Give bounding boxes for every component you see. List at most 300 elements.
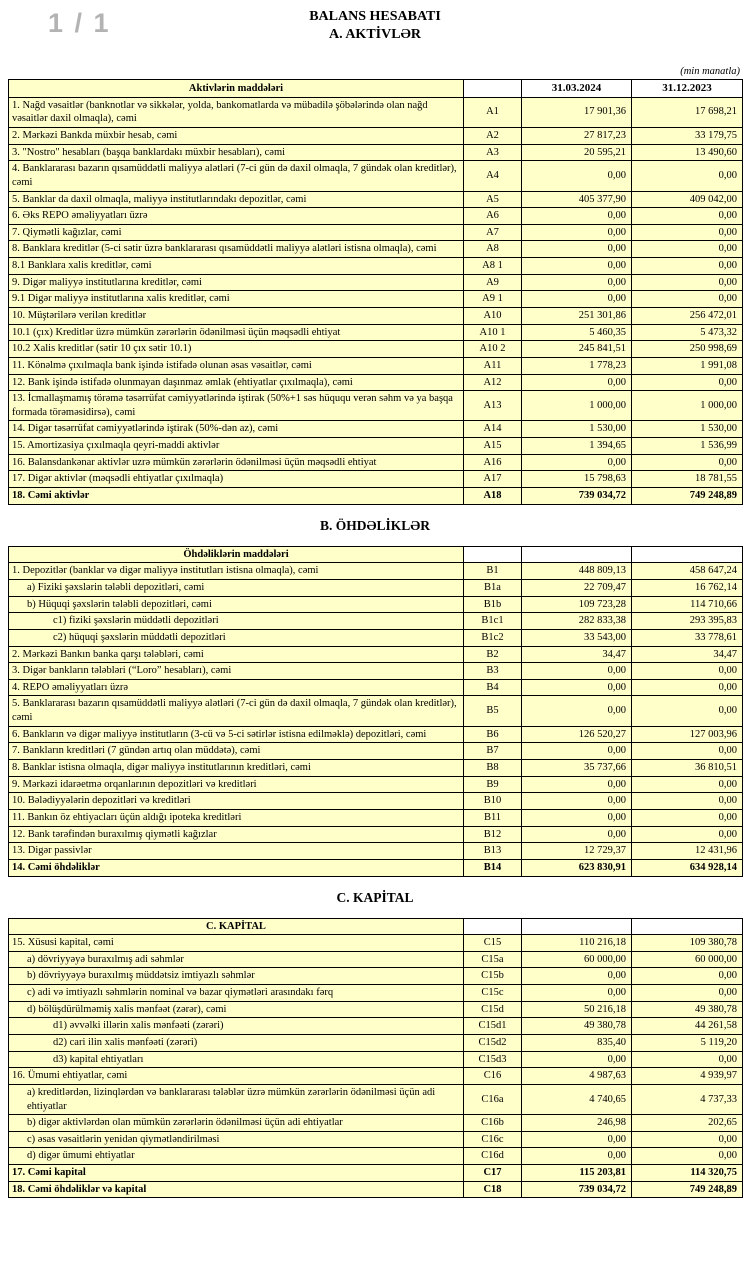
value-31-03-2024: 739 034,72 (522, 1181, 632, 1198)
row-label: 9.1 Digər maliyyə institutlarına xalis kreditlər, cəmi (9, 291, 464, 308)
value-31-03-2024: 405 377,90 (522, 191, 632, 208)
value-31-03-2024: 0,00 (522, 258, 632, 275)
row-label: 5. Banklar da daxil olmaqla, maliyyə institutlarındakı depozitlər, cəmi (9, 191, 464, 208)
liabilities-table-body (9, 563, 743, 876)
value-31-03-2024: 15 798,63 (522, 471, 632, 488)
page-indicator: 1 / 1 (48, 8, 111, 38)
row-label: 12. Bank işində istifadə olunmayan daşınmaz əmlak (ehtiyatlar çıxılmaqla), cəmi (9, 374, 464, 391)
value-31-12-2023: 1 536,99 (632, 438, 743, 455)
value-31-03-2024: 0,00 (522, 663, 632, 680)
value-31-12-2023: 0,00 (632, 663, 743, 680)
value-31-12-2023: 0,00 (632, 274, 743, 291)
assets-table-body (9, 97, 743, 504)
table-row (9, 1131, 743, 1148)
value-31-03-2024: 17 901,36 (522, 97, 632, 127)
value-31-12-2023: 0,00 (632, 454, 743, 471)
row-label: 17. Digər aktivlər (məqsədli ehtiyatlar çıxılmaqla) (9, 471, 464, 488)
table-row (9, 776, 743, 793)
row-label: d1) əvvəlki illərin xalis mənfəəti (zərəri) (9, 1018, 464, 1035)
table-row (9, 1148, 743, 1165)
table-row (9, 438, 743, 455)
table-row (9, 421, 743, 438)
table-row (9, 391, 743, 421)
table-row (9, 760, 743, 777)
value-31-12-2023: 0,00 (632, 793, 743, 810)
table-row (9, 374, 743, 391)
value-31-03-2024: 20 595,21 (522, 144, 632, 161)
value-31-12-2023: 4 737,33 (632, 1084, 743, 1114)
table-row (9, 843, 743, 860)
value-31-03-2024: 0,00 (522, 793, 632, 810)
row-code: B7 (464, 743, 522, 760)
value-31-03-2024: 50 216,18 (522, 1001, 632, 1018)
value-31-12-2023: 5 473,32 (632, 324, 743, 341)
row-label: a) kreditlərdən, lizinqlərdən və banklararası tələblər üzrə mümkün zərərlərin ödənilməsi üçün adi ehtiyatlar (9, 1084, 464, 1114)
row-code: C16b (464, 1115, 522, 1132)
table-row (9, 985, 743, 1002)
table-row (9, 1115, 743, 1132)
value-31-03-2024: 0,00 (522, 696, 632, 726)
capital-col-2024-header (522, 918, 632, 935)
row-label: 15. Xüsusi kapital, cəmi (9, 935, 464, 952)
value-31-12-2023: 17 698,21 (632, 97, 743, 127)
row-label: d2) cari ilin xalis mənfəəti (zərəri) (9, 1034, 464, 1051)
value-31-03-2024: 0,00 (522, 776, 632, 793)
row-code: A3 (464, 144, 522, 161)
value-31-03-2024: 0,00 (522, 1051, 632, 1068)
table-row (9, 726, 743, 743)
table-row (9, 809, 743, 826)
value-31-03-2024: 246,98 (522, 1115, 632, 1132)
table-row (9, 357, 743, 374)
table-row (9, 935, 743, 952)
value-31-03-2024: 0,00 (522, 826, 632, 843)
table-row (9, 743, 743, 760)
row-label: c1) fiziki şəxslərin müddətli depozitləri (9, 613, 464, 630)
value-31-12-2023: 34,47 (632, 646, 743, 663)
total-row (9, 859, 743, 876)
value-31-12-2023: 18 781,55 (632, 471, 743, 488)
value-31-03-2024: 35 737,66 (522, 760, 632, 777)
value-31-12-2023: 256 472,01 (632, 308, 743, 325)
value-31-12-2023: 202,65 (632, 1115, 743, 1132)
row-label: d) bölüşdürülməmiş xalis mənfəət (zərər), cəmi (9, 1001, 464, 1018)
value-31-12-2023: 293 395,83 (632, 613, 743, 630)
row-code: C15 (464, 935, 522, 952)
table-row (9, 1034, 743, 1051)
assets-code-header (464, 80, 522, 97)
row-code: B14 (464, 859, 522, 876)
table-row (9, 258, 743, 275)
value-31-12-2023: 12 431,96 (632, 843, 743, 860)
value-31-03-2024: 623 830,91 (522, 859, 632, 876)
row-code: A1 (464, 97, 522, 127)
value-31-03-2024: 1 000,00 (522, 391, 632, 421)
row-code: B3 (464, 663, 522, 680)
value-31-03-2024: 0,00 (522, 985, 632, 1002)
row-label: 16. Balansdankənar aktivlər uzrə mümkün zərərlərin ödənilməsi üçün məqsədli ehtiyat (9, 454, 464, 471)
row-label: 11. Bankın öz ehtiyacları üçün aldığı ipoteka kreditləri (9, 809, 464, 826)
row-label: 17. Cəmi kapital (9, 1165, 464, 1182)
table-row (9, 596, 743, 613)
row-code: A12 (464, 374, 522, 391)
row-code: C16c (464, 1131, 522, 1148)
row-label: 12. Bank tərəfindən buraxılmış qiymətli kağızlar (9, 826, 464, 843)
row-label: 2. Mərkəzi Bankın banka qarşı tələbləri, cəmi (9, 646, 464, 663)
row-code: C15a (464, 951, 522, 968)
row-label: 13. Digər passivlər (9, 843, 464, 860)
value-31-12-2023: 409 042,00 (632, 191, 743, 208)
row-code: B12 (464, 826, 522, 843)
row-code: B1a (464, 579, 522, 596)
table-row (9, 308, 743, 325)
value-31-12-2023: 0,00 (632, 968, 743, 985)
table-row (9, 274, 743, 291)
value-31-03-2024: 0,00 (522, 679, 632, 696)
row-label: 3. "Nostro" hesabları (başqa banklardakı müxbir hesabları), cəmi (9, 144, 464, 161)
row-label: b) dövriyyəyə buraxılmış müddətsiz imtiyazlı səhmlər (9, 968, 464, 985)
value-31-03-2024: 110 216,18 (522, 935, 632, 952)
value-31-03-2024: 0,00 (522, 1131, 632, 1148)
value-31-03-2024: 0,00 (522, 454, 632, 471)
row-label: a) dövriyyəyə buraxılmış adi səhmlər (9, 951, 464, 968)
table-row (9, 224, 743, 241)
value-31-12-2023: 0,00 (632, 1148, 743, 1165)
row-code: B9 (464, 776, 522, 793)
value-31-03-2024: 33 543,00 (522, 629, 632, 646)
value-31-03-2024: 1 778,23 (522, 357, 632, 374)
table-row (9, 241, 743, 258)
row-code: C17 (464, 1165, 522, 1182)
row-code: A11 (464, 357, 522, 374)
value-31-12-2023: 33 778,61 (632, 629, 743, 646)
row-label: 7. Qiymətli kağızlar, cəmi (9, 224, 464, 241)
value-31-03-2024: 0,00 (522, 224, 632, 241)
value-31-12-2023: 0,00 (632, 208, 743, 225)
value-31-03-2024: 27 817,23 (522, 127, 632, 144)
row-label: 7. Bankların kreditləri (7 gündən artıq olan müddətə), cəmi (9, 743, 464, 760)
row-code: A6 (464, 208, 522, 225)
row-code: A15 (464, 438, 522, 455)
value-31-03-2024: 0,00 (522, 1148, 632, 1165)
table-row (9, 127, 743, 144)
table-row (9, 679, 743, 696)
table-row (9, 793, 743, 810)
assets-table (8, 79, 743, 504)
row-code: B11 (464, 809, 522, 826)
value-31-03-2024: 448 809,13 (522, 563, 632, 580)
value-31-03-2024: 1 394,65 (522, 438, 632, 455)
table-row (9, 613, 743, 630)
row-label: 6. Əks REPO əməliyyatları üzrə (9, 208, 464, 225)
value-31-12-2023: 634 928,14 (632, 859, 743, 876)
row-label: 10. Müştərilərə verilən kreditlər (9, 308, 464, 325)
value-31-03-2024: 0,00 (522, 208, 632, 225)
table-row (9, 646, 743, 663)
row-code: C15c (464, 985, 522, 1002)
value-31-12-2023: 13 490,60 (632, 144, 743, 161)
row-code: C15d2 (464, 1034, 522, 1051)
total-row (9, 1165, 743, 1182)
total-row (9, 488, 743, 505)
value-31-03-2024: 34,47 (522, 646, 632, 663)
row-label: 5. Banklararası bazarın qısamüddətli maliyyə alətləri (7-ci gün də daxil olmaqla, 7 gündək olan kreditlər), cəmi (9, 696, 464, 726)
row-code: A10 1 (464, 324, 522, 341)
capital-col-2023-header (632, 918, 743, 935)
assets-table-wrap (8, 79, 742, 504)
row-label: 4. Banklararası bazarın qısamüddətli maliyyə alətləri (7-ci gün də daxil olmaqla, 7 gündək olan kreditlər), cəmi (9, 161, 464, 191)
row-label: 10. Bələdiyyələrin depozitləri və kreditləri (9, 793, 464, 810)
row-label: c) əsas vəsaitlərin yenidən qiymətləndirilməsi (9, 1131, 464, 1148)
row-label: 15. Amortizasiya çıxılmaqla qeyri-maddi aktivlər (9, 438, 464, 455)
row-code: C15d1 (464, 1018, 522, 1035)
row-label: b) Hüquqi şəxslərin tələbli depozitləri, cəmi (9, 596, 464, 613)
row-code: C15b (464, 968, 522, 985)
value-31-03-2024: 0,00 (522, 161, 632, 191)
table-row (9, 471, 743, 488)
value-31-12-2023: 0,00 (632, 743, 743, 760)
table-row (9, 696, 743, 726)
row-label: c2) hüquqi şəxslərin müddətli depozitləri (9, 629, 464, 646)
report-title: BALANS HESABATI (309, 9, 441, 24)
table-row (9, 144, 743, 161)
table-row (9, 324, 743, 341)
table-row (9, 1001, 743, 1018)
value-31-03-2024: 0,00 (522, 809, 632, 826)
value-31-12-2023: 250 998,69 (632, 341, 743, 358)
table-row (9, 951, 743, 968)
row-code: A8 (464, 241, 522, 258)
liabilities-col-2024-header (522, 546, 632, 563)
unit-note: (min manatla) (680, 66, 740, 78)
value-31-12-2023: 1 991,08 (632, 357, 743, 374)
row-code: A5 (464, 191, 522, 208)
value-31-03-2024: 0,00 (522, 968, 632, 985)
row-code: A9 1 (464, 291, 522, 308)
capital-table-body (9, 935, 743, 1198)
value-31-12-2023: 0,00 (632, 374, 743, 391)
row-label: 18. Cəmi öhdəliklər və kapital (9, 1181, 464, 1198)
row-label: c) adi və imtiyazlı səhmlərin nominal və bazar qiymətləri arasındakı fərq (9, 985, 464, 1002)
row-code: A10 2 (464, 341, 522, 358)
row-code: C16 (464, 1068, 522, 1085)
value-31-12-2023: 114 320,75 (632, 1165, 743, 1182)
value-31-12-2023: 60 000,00 (632, 951, 743, 968)
row-label: 8. Banklar istisna olmaqla, digər maliyyə institutlarının kreditləri, cəmi (9, 760, 464, 777)
value-31-03-2024: 109 723,28 (522, 596, 632, 613)
row-label: 9. Digər maliyyə institutlarına kreditlər, cəmi (9, 274, 464, 291)
value-31-12-2023: 749 248,89 (632, 1181, 743, 1198)
value-31-12-2023: 4 939,97 (632, 1068, 743, 1085)
value-31-12-2023: 0,00 (632, 809, 743, 826)
value-31-03-2024: 4 740,65 (522, 1084, 632, 1114)
assets-items-header: Aktivlərin maddələri (9, 80, 464, 97)
row-code: A2 (464, 127, 522, 144)
row-code: B10 (464, 793, 522, 810)
table-row (9, 1018, 743, 1035)
value-31-03-2024: 126 520,27 (522, 726, 632, 743)
liabilities-code-header (464, 546, 522, 563)
value-31-12-2023: 36 810,51 (632, 760, 743, 777)
row-label: 14. Cəmi öhdəliklər (9, 859, 464, 876)
row-label: 18. Cəmi aktivlər (9, 488, 464, 505)
section-c-title: C. KAPİTAL (336, 889, 414, 905)
row-code: B5 (464, 696, 522, 726)
value-31-03-2024: 12 729,37 (522, 843, 632, 860)
liabilities-header-row (9, 546, 743, 563)
row-label: 9. Mərkəzi idarəetmə orqanlarının depozitləri və kreditləri (9, 776, 464, 793)
row-code: A7 (464, 224, 522, 241)
value-31-03-2024: 0,00 (522, 291, 632, 308)
row-label: a) Fiziki şəxslərin tələbli depozitləri, cəmi (9, 579, 464, 596)
total-row (9, 1181, 743, 1198)
value-31-03-2024: 282 833,38 (522, 613, 632, 630)
row-label: b) digər aktivlərdən olan mümkün zərərlərin ödənilməsi üçün adi ehtiyatlar (9, 1115, 464, 1132)
row-code: B1c2 (464, 629, 522, 646)
row-code: B1c1 (464, 613, 522, 630)
value-31-03-2024: 60 000,00 (522, 951, 632, 968)
value-31-03-2024: 0,00 (522, 374, 632, 391)
value-31-03-2024: 245 841,51 (522, 341, 632, 358)
capital-table-wrap (8, 918, 742, 1199)
row-code: C15d3 (464, 1051, 522, 1068)
row-code: B1 (464, 563, 522, 580)
value-31-03-2024: 5 460,35 (522, 324, 632, 341)
table-row (9, 663, 743, 680)
value-31-12-2023: 49 380,78 (632, 1001, 743, 1018)
row-code: A4 (464, 161, 522, 191)
value-31-12-2023: 16 762,14 (632, 579, 743, 596)
value-31-03-2024: 4 987,63 (522, 1068, 632, 1085)
value-31-12-2023: 1 530,00 (632, 421, 743, 438)
row-code: A13 (464, 391, 522, 421)
value-31-12-2023: 0,00 (632, 258, 743, 275)
table-row (9, 1084, 743, 1114)
value-31-03-2024: 115 203,81 (522, 1165, 632, 1182)
row-code: A9 (464, 274, 522, 291)
table-row (9, 968, 743, 985)
row-code: A17 (464, 471, 522, 488)
value-31-12-2023: 5 119,20 (632, 1034, 743, 1051)
row-code: A16 (464, 454, 522, 471)
value-31-12-2023: 0,00 (632, 826, 743, 843)
liabilities-table-wrap (8, 546, 742, 877)
value-31-12-2023: 0,00 (632, 161, 743, 191)
section-a-title: A. AKTİVLƏR (328, 27, 422, 43)
row-code: B6 (464, 726, 522, 743)
row-label: 10.2 Xalis kreditlər (sətir 10 çıx sətir 10.1) (9, 341, 464, 358)
value-31-12-2023: 44 261,58 (632, 1018, 743, 1035)
table-row (9, 1051, 743, 1068)
row-code: A10 (464, 308, 522, 325)
value-31-03-2024: 251 301,86 (522, 308, 632, 325)
row-label: d3) kapital ehtiyatları (9, 1051, 464, 1068)
row-label: 8. Banklara kreditlər (5-ci sətir üzrə banklararası qısamüddətli maliyyə alətləri istisna olmaqla), cəmi (9, 241, 464, 258)
capital-table (8, 918, 743, 1199)
table-row (9, 341, 743, 358)
capital-items-header: C. KAPİTAL (9, 918, 464, 935)
value-31-03-2024: 0,00 (522, 274, 632, 291)
value-31-12-2023: 0,00 (632, 241, 743, 258)
row-label: 11. Könəlmə çıxılmaqla bank işində istifadə olunan əsas vəsaitlər, cəmi (9, 357, 464, 374)
value-31-03-2024: 0,00 (522, 241, 632, 258)
table-row (9, 161, 743, 191)
row-code: C16d (464, 1148, 522, 1165)
table-row (9, 826, 743, 843)
value-31-03-2024: 1 530,00 (522, 421, 632, 438)
row-label: 1. Depozitlər (banklar və digər maliyyə institutları istisna olmaqla), cəmi (9, 563, 464, 580)
capital-header-row (9, 918, 743, 935)
row-code: B13 (464, 843, 522, 860)
value-31-03-2024: 22 709,47 (522, 579, 632, 596)
row-code: C16a (464, 1084, 522, 1114)
row-label: 2. Mərkəzi Bankda müxbir hesab, cəmi (9, 127, 464, 144)
value-31-12-2023: 0,00 (632, 1131, 743, 1148)
table-row (9, 97, 743, 127)
value-31-12-2023: 458 647,24 (632, 563, 743, 580)
table-row (9, 563, 743, 580)
value-31-12-2023: 1 000,00 (632, 391, 743, 421)
assets-header-row (9, 80, 743, 97)
row-label: d) digər ümumi ehtiyatlar (9, 1148, 464, 1165)
row-label: 13. İcmallaşmamış törəmə təsərrüfat cəmiyyətlərində iştirak (50%+1 səs hüququ verən səhm və ya başqa formada törəməsidirsə), cəmi (9, 391, 464, 421)
row-label: 6. Bankların və digər maliyyə institutların (3-cü və 5-ci sətirlər istisna edilməklə) depozitləri, cəmi (9, 726, 464, 743)
value-31-12-2023: 0,00 (632, 224, 743, 241)
assets-date-header-2024: 31.03.2024 (522, 80, 632, 97)
value-31-12-2023: 0,00 (632, 291, 743, 308)
value-31-12-2023: 33 179,75 (632, 127, 743, 144)
row-label: 3. Digər bankların tələbləri (“Loro” hesabları), cəmi (9, 663, 464, 680)
table-row (9, 208, 743, 225)
row-code: B8 (464, 760, 522, 777)
table-row (9, 291, 743, 308)
value-31-12-2023: 0,00 (632, 985, 743, 1002)
row-label: 1. Nağd vəsaitlər (banknotlar və sikkələr, yolda, bankomatlarda və mübadilə şöbələrində olan nağd vəsaitlər daxil olmaqla), cəmi (9, 97, 464, 127)
row-label: 8.1 Banklara xalis kreditlər, cəmi (9, 258, 464, 275)
value-31-12-2023: 0,00 (632, 696, 743, 726)
row-code: C15d (464, 1001, 522, 1018)
value-31-12-2023: 114 710,66 (632, 596, 743, 613)
value-31-03-2024: 0,00 (522, 743, 632, 760)
section-b-title: B. ÖHDƏLİKLƏR (320, 517, 430, 533)
table-row (9, 454, 743, 471)
capital-code-header (464, 918, 522, 935)
value-31-03-2024: 739 034,72 (522, 488, 632, 505)
value-31-12-2023: 749 248,89 (632, 488, 743, 505)
assets-date-header-2023: 31.12.2023 (632, 80, 743, 97)
row-label: 16. Ümumi ehtiyatlar, cəmi (9, 1068, 464, 1085)
value-31-12-2023: 0,00 (632, 679, 743, 696)
row-code: C18 (464, 1181, 522, 1198)
row-code: B1b (464, 596, 522, 613)
value-31-03-2024: 835,40 (522, 1034, 632, 1051)
row-code: B2 (464, 646, 522, 663)
row-code: B4 (464, 679, 522, 696)
value-31-12-2023: 0,00 (632, 1051, 743, 1068)
liabilities-table (8, 546, 743, 877)
value-31-12-2023: 0,00 (632, 776, 743, 793)
row-code: A8 1 (464, 258, 522, 275)
value-31-12-2023: 109 380,78 (632, 935, 743, 952)
table-row (9, 191, 743, 208)
table-row (9, 579, 743, 596)
row-label: 14. Digər təsərrüfat cəmiyyətlərində iştirak (50%-dən az), cəmi (9, 421, 464, 438)
row-code: A18 (464, 488, 522, 505)
table-row (9, 1068, 743, 1085)
row-label: 10.1 (çıx) Kreditlər üzrə mümkün zərərlərin ödənilməsi üçün məqsədli ehtiyat (9, 324, 464, 341)
table-row (9, 629, 743, 646)
row-code: A14 (464, 421, 522, 438)
